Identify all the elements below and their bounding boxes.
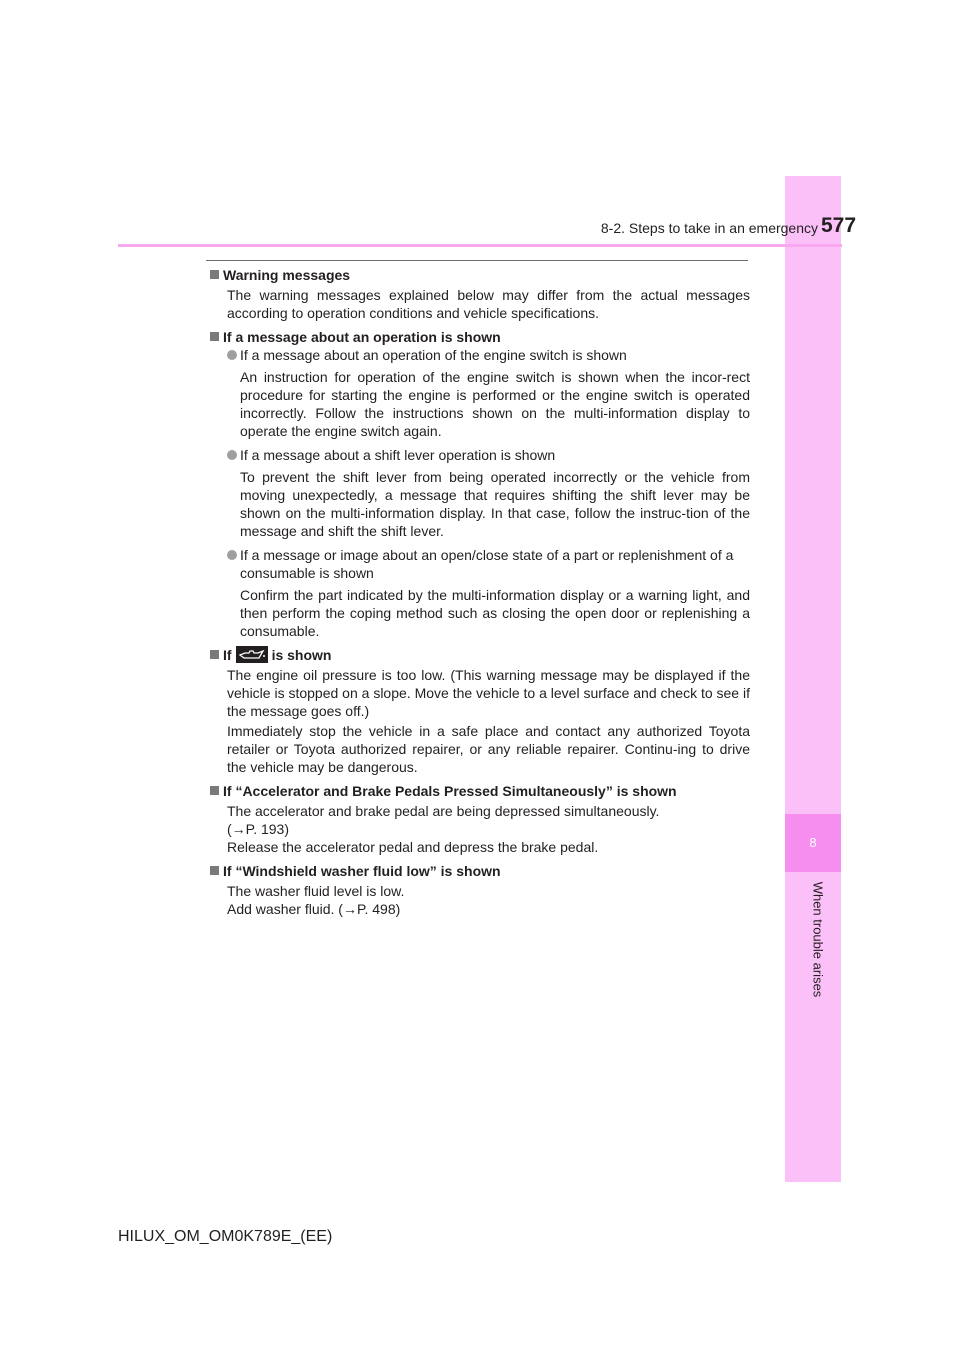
- engine-switch-text: An instruction for operation of the engine switch is shown when the incor-rect procedure for starting the engine is performed or the engine switch is operated incorrectly. Follow the instructions shown on the multi-information display to operate the engine switch again.: [240, 369, 750, 439]
- heading-warning-messages: Warning messages: [210, 266, 750, 284]
- pedals-text-1: The accelerator and brake pedal are being depressed simultaneously.: [227, 803, 660, 819]
- oil-pressure-text-1: The engine oil pressure is too low. (This warning message may be displayed if the vehicle is stopped on a slope. Move the vehicle to a level surface and check to see if the message goes off.): [227, 667, 750, 719]
- page-content: [210, 266, 750, 924]
- oil-pressure-icon: [236, 646, 268, 663]
- bullet-shift-lever: If a message about a shift lever operation is shown: [227, 446, 750, 464]
- open-close-text: Confirm the part indicated by the multi-information display or a warning light, and then perform the coping method such as closing the open door or replenishing a consumable.: [240, 587, 750, 639]
- warning-messages-text: The warning messages explained below may differ from the actual messages according to operation conditions and vehicle specifications.: [227, 287, 750, 321]
- bullet-engine-switch: If a message about an operation of the engine switch is shown: [227, 346, 750, 364]
- washer-text-1: The washer fluid level is low.: [227, 883, 405, 899]
- page-header: [118, 214, 857, 247]
- bullet-open-close: If a message or image about an open/close state of a part or replenishment of a consumable is shown: [227, 546, 750, 582]
- page-number: 577: [821, 214, 857, 237]
- heading-washer: If “Windshield washer fluid low” is shown: [210, 862, 750, 880]
- pedals-page-ref: (→P. 193): [227, 821, 289, 837]
- divider: [206, 260, 748, 261]
- shift-lever-text: To prevent the shift lever from being operated incorrectly or the vehicle from moving unexpectedly, a message that requires shifting the shift lever may be shown on the multi-information display. In that case, follow the instruc-tion of the message and shift the shift lever.: [240, 469, 750, 539]
- heading-oil-pressure: [210, 646, 750, 664]
- oil-heading-prefix: If: [223, 647, 232, 663]
- chapter-number: 8: [785, 814, 841, 872]
- chapter-side-tab: [785, 176, 841, 1182]
- oil-pressure-text-2: Immediately stop the vehicle in a safe place and contact any authorized Toyota retailer or Toyota authorized repairer, or any reliable repairer. Continu-ing to drive the vehicle may be dangerous.: [227, 723, 750, 775]
- oil-heading-suffix: is shown: [271, 647, 332, 663]
- section-label: 8-2. Steps to take in an emergency: [600, 220, 818, 236]
- doc-code: HILUX_OM_OM0K789E_(EE): [118, 1228, 333, 1245]
- heading-pedals: If “Accelerator and Brake Pedals Pressed Simultaneously” is shown: [210, 782, 750, 800]
- pedals-text-3: Release the accelerator pedal and depress the brake pedal.: [227, 839, 599, 855]
- heading-operation-message: If a message about an operation is shown: [210, 328, 750, 346]
- chapter-title-text: When trouble arises: [810, 881, 826, 998]
- washer-text-2: Add washer fluid. (→P. 498): [227, 901, 401, 917]
